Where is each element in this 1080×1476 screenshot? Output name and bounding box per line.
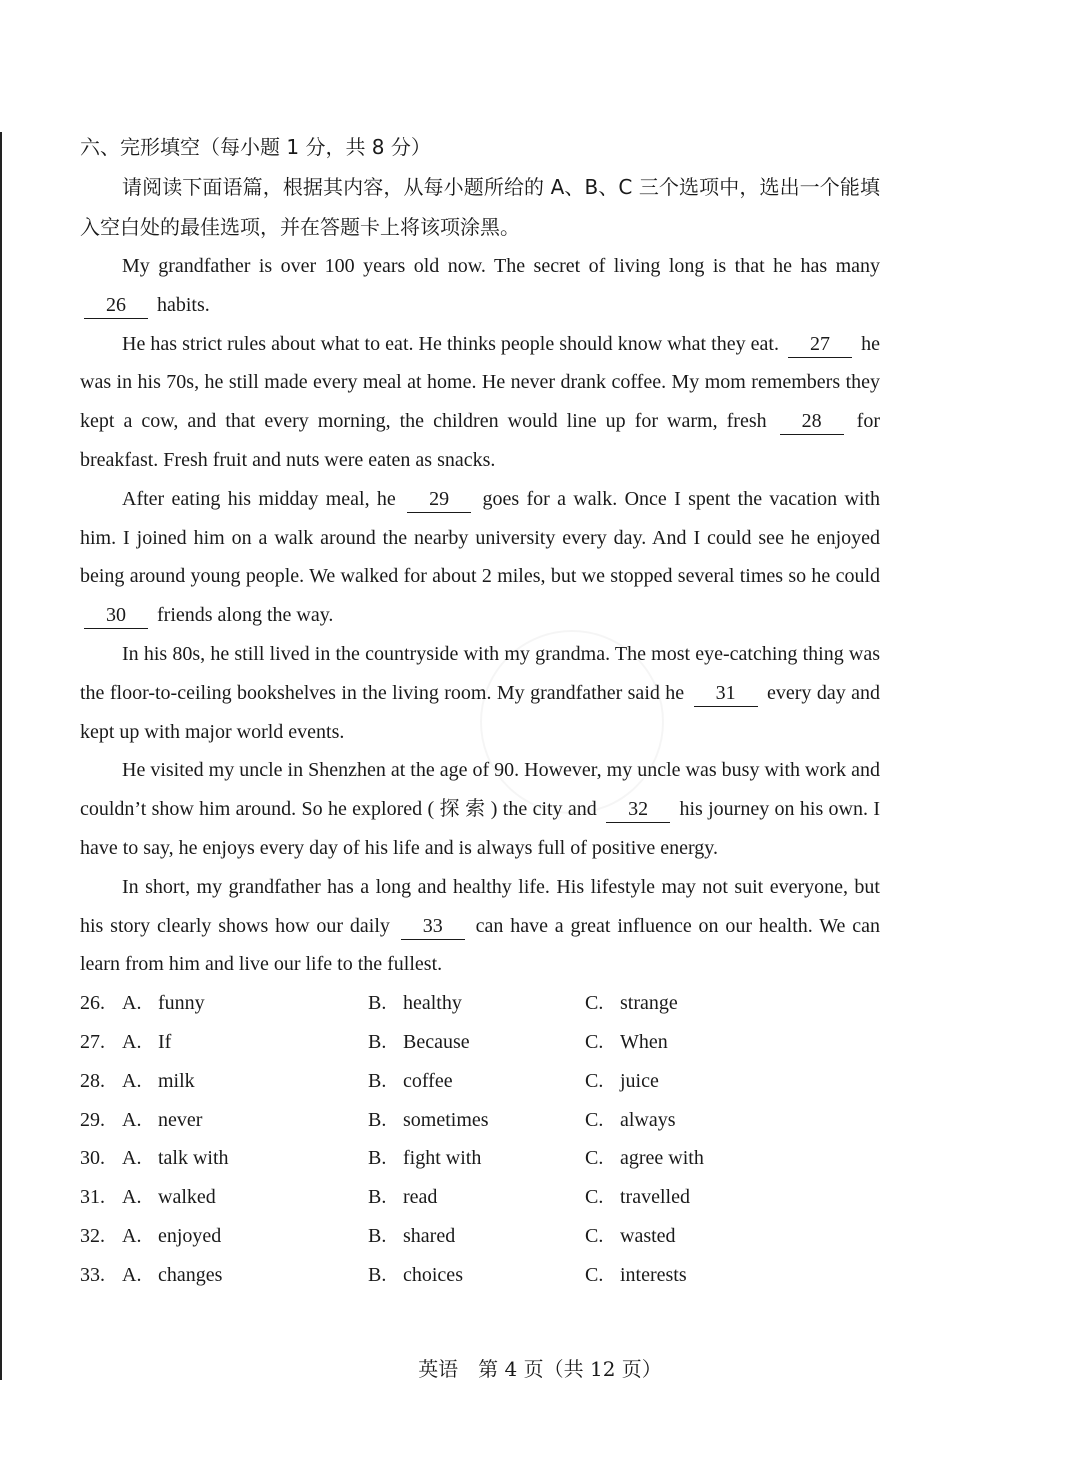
text: friends along the way.: [157, 604, 334, 627]
option-b-letter: B.: [368, 1263, 387, 1286]
question-number: 31.: [80, 1186, 105, 1209]
paragraph-1: [80, 247, 880, 325]
option-b-letter: B.: [368, 1108, 387, 1131]
question-number: 28.: [80, 1069, 105, 1092]
blank-30: 30: [84, 602, 148, 629]
option-row-28: [80, 1062, 880, 1101]
text: can have a great influence on our health. We can learn from him and live our life to the fullest.: [80, 914, 880, 976]
option-b: coffee: [403, 1069, 453, 1092]
option-row-29: [80, 1101, 880, 1140]
blank-28: 28: [780, 408, 844, 435]
option-a-letter: A.: [122, 1186, 142, 1209]
paragraph-3: [80, 480, 880, 635]
question-number: 32.: [80, 1224, 105, 1247]
option-c: wasted: [620, 1224, 676, 1247]
text: In short, my grandfather has a long and healthy life. His lifestyle may not suit everyone, but his story clearly shows how our daily: [80, 875, 880, 937]
option-c-letter: C.: [585, 1147, 604, 1170]
blank-29: 29: [407, 486, 471, 513]
option-a: milk: [158, 1069, 195, 1092]
answer-options: [80, 984, 880, 1294]
question-number: 27.: [80, 1030, 105, 1053]
blank-26: 26: [84, 292, 148, 319]
option-b-letter: B.: [368, 1069, 387, 1092]
option-row-30: [80, 1139, 880, 1178]
text: After eating his midday meal, he: [122, 487, 396, 510]
option-c: When: [620, 1030, 668, 1053]
option-a: never: [158, 1108, 203, 1131]
option-row-32: [80, 1217, 880, 1256]
option-c-letter: C.: [585, 1224, 604, 1247]
option-b: choices: [403, 1263, 463, 1286]
text: habits.: [157, 293, 210, 316]
option-a-letter: A.: [122, 1224, 142, 1247]
paragraph-5: [80, 751, 880, 867]
option-row-26: [80, 984, 880, 1023]
page-margin-line: [0, 132, 2, 1380]
option-c-letter: C.: [585, 1108, 604, 1131]
option-a: walked: [158, 1186, 216, 1209]
question-number: 29.: [80, 1108, 105, 1131]
option-a-letter: A.: [122, 1147, 142, 1170]
text: every day and kept up with major world events.: [80, 681, 881, 743]
question-number: 30.: [80, 1147, 105, 1170]
option-b-letter: B.: [368, 1147, 387, 1170]
option-b-letter: B.: [368, 1224, 387, 1247]
text: goes for a walk. Once I spent the vacation with him. I joined him on a walk around the nearby university every day. And I could see he enjoyed being around young people. We walked for about 2 miles, but we stopped several times so he could: [80, 487, 881, 588]
blank-31: 31: [694, 680, 758, 707]
option-a-letter: A.: [122, 1108, 142, 1131]
blank-32: 32: [606, 796, 670, 823]
option-b-letter: B.: [368, 1186, 387, 1209]
text: In his 80s, he still lived in the countryside with my grandma. The most eye-catching thing was the floor-to-ceiling bookshelves in the living room. My grandfather said he: [80, 642, 880, 704]
option-c: juice: [620, 1069, 659, 1092]
option-b: shared: [403, 1224, 456, 1247]
question-number: 26.: [80, 992, 105, 1015]
paragraph-2: [80, 325, 880, 480]
option-c: strange: [620, 992, 678, 1015]
option-c-letter: C.: [585, 1069, 604, 1092]
option-c-letter: C.: [585, 1186, 604, 1209]
option-c-letter: C.: [585, 992, 604, 1015]
section-instructions: 请阅读下面语篇，根据其内容，从每小题所给的 A、B、C 三个选项中，选出一个能填入空白处的最佳选项，并在答题卡上将该项涂黑。: [80, 175, 880, 239]
exam-page: [80, 127, 880, 1295]
cloze-passage: [80, 247, 880, 984]
option-b-letter: B.: [368, 1030, 387, 1053]
option-a-letter: A.: [122, 1030, 142, 1053]
option-row-31: [80, 1178, 880, 1217]
option-row-33: [80, 1256, 880, 1295]
option-b-letter: B.: [368, 992, 387, 1015]
option-a-letter: A.: [122, 992, 142, 1015]
text: he was in his 70s, he still made every meal at home. He never drank coffee. My mom remembers they kept a cow, and that every morning, the children would line up for warm, fresh: [80, 332, 881, 433]
option-c-letter: C.: [585, 1030, 604, 1053]
blank-33: 33: [401, 913, 465, 940]
text: He visited my uncle in Shenzhen at the age of 90. However, my uncle was busy with work and couldn’t show him around. So he explored ( 探 索 ) the city and: [80, 759, 880, 821]
paragraph-4: [80, 635, 880, 751]
text: his journey on his own. I have to say, he enjoys every day of his life and is always full of positive energy.: [80, 798, 880, 859]
option-c: interests: [620, 1263, 687, 1286]
option-b: Because: [403, 1030, 470, 1053]
option-c: agree with: [620, 1147, 704, 1170]
text: My grandfather is over 100 years old now. The secret of living long is that he has many: [122, 255, 880, 277]
option-a: enjoyed: [158, 1224, 222, 1247]
text: He has strict rules about what to eat. He thinks people should know what they eat.: [122, 332, 779, 355]
option-a-letter: A.: [122, 1069, 142, 1092]
option-a: funny: [158, 992, 205, 1015]
question-number: 33.: [80, 1263, 105, 1286]
option-b: fight with: [403, 1147, 482, 1170]
option-a: talk with: [158, 1147, 229, 1170]
option-c: always: [620, 1108, 676, 1131]
text: for breakfast. Fresh fruit and nuts were eaten as snacks.: [80, 410, 880, 471]
option-row-27: [80, 1023, 880, 1062]
page-footer: 英语 第 4 页（共 12 页）: [418, 1357, 662, 1381]
option-a: changes: [158, 1263, 223, 1286]
option-b: read: [403, 1186, 438, 1209]
section-title: 六、完形填空（每小题 1 分，共 8 分）: [80, 135, 431, 159]
blank-27: 27: [788, 331, 852, 358]
option-a: If: [158, 1030, 172, 1053]
option-a-letter: A.: [122, 1263, 142, 1286]
option-b: sometimes: [403, 1108, 489, 1131]
option-c: travelled: [620, 1186, 690, 1209]
option-c-letter: C.: [585, 1263, 604, 1286]
paragraph-6: [80, 868, 880, 984]
option-b: healthy: [403, 992, 462, 1015]
